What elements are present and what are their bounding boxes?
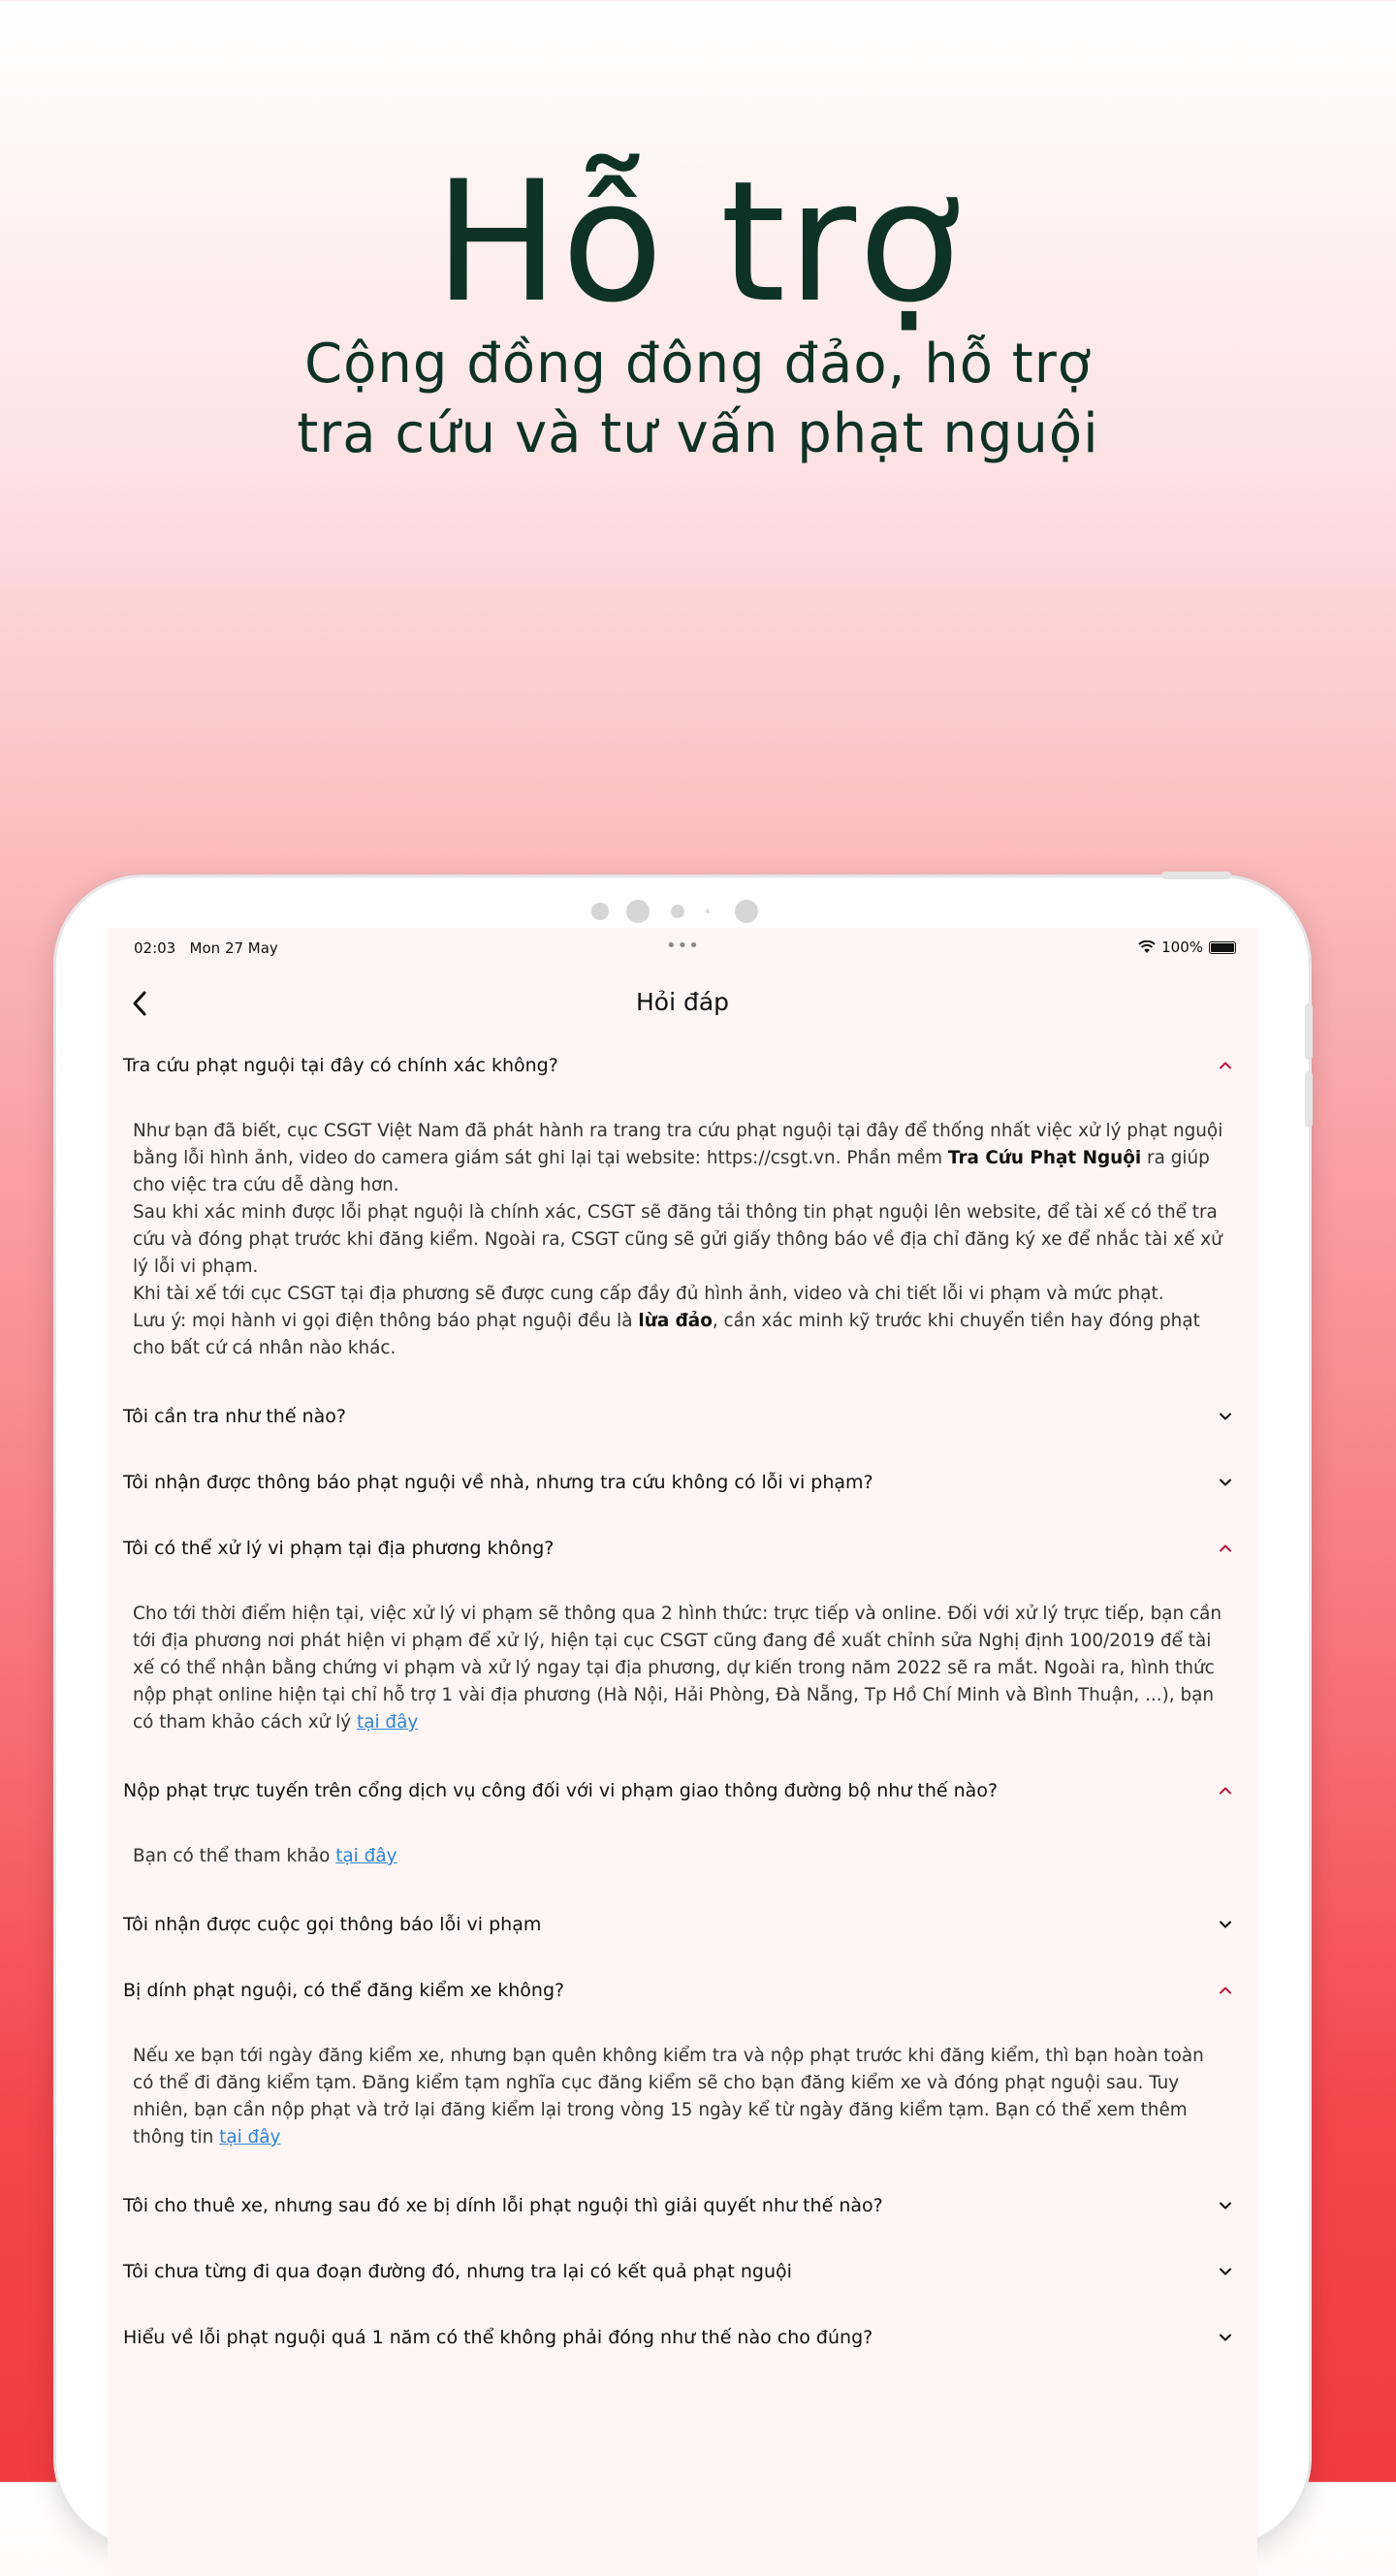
faq-question-text: Tra cứu phạt nguội tại đây có chính xác không? xyxy=(123,1055,558,1076)
faq-question-text: Nộp phạt trực tuyến trên cổng dịch vụ công đối với vi phạm giao thông đường bộ như thế nào? xyxy=(123,1780,999,1801)
answer-paragraph: Sau khi xác minh được lỗi phạt nguội là chính xác, CSGT sẽ đăng tải thông tin phạt nguội lên website, để tài xế có thể tra cứu và đóng phạt trước khi đăng kiểm. Ngoài ra, CSGT cũng sẽ gửi giấy thông báo về địa chỉ đăng ký xe để nhắc tài xế xử lý lỗi vi phạm. xyxy=(133,1202,1222,1277)
faq-question[interactable] xyxy=(108,1892,1257,1957)
faq-question[interactable] xyxy=(108,1033,1257,1098)
faq-question-text: Tôi cần tra như thế nào? xyxy=(123,1406,346,1427)
faq-question[interactable] xyxy=(108,1515,1257,1581)
faq-question-text: Tôi nhận được thông báo phạt nguội về nhà, nhưng tra cứu không có lỗi vi phạm? xyxy=(123,1472,873,1493)
sensor xyxy=(735,900,758,923)
faq-list xyxy=(108,1033,1257,2370)
faq-question-text: Hiểu về lỗi phạt nguội quá 1 năm có thể không phải đóng như thế nào cho đúng? xyxy=(123,2327,873,2348)
faq-answer xyxy=(108,1824,1257,1892)
answer-text: Lưu ý: mọi hành vi gọi điện thông báo phạt nguội đều là xyxy=(133,1311,639,1331)
chevron-down-icon xyxy=(1217,1474,1234,1491)
camera-bar xyxy=(56,895,1309,924)
subheadline xyxy=(0,330,1396,469)
answer-paragraph xyxy=(133,1118,1228,1199)
chevron-up-icon xyxy=(1217,1982,1234,1999)
faq-question[interactable] xyxy=(108,1383,1257,1449)
battery-icon xyxy=(1209,941,1236,954)
faq-question[interactable] xyxy=(108,2239,1257,2305)
chevron-down-icon xyxy=(1217,2197,1234,2214)
status-date: Mon 27 May xyxy=(189,939,278,957)
answer-text: Cho tới thời điểm hiện tại, việc xử lý vi phạm sẽ thông qua 2 hình thức: trực tiếp và online. Đối với xử lý trực tiếp, bạn cần tới địa phương nơi phát hiện vi phạm để xử lý, hiện tại cục CSGT cũng đang đề xuất chỉnh sửa Nghị định 100/2019 để tài xế có thể nhận bằng chứng vi phạm và xử lý ngay tại địa phương, dự kiến trong năm 2022 sẽ ra mắt. Ngoài ra, hình thức nộp phạt online hiện tại chỉ hỗ trợ 1 vài địa phương (Hà Nội, Hải Phòng, Đà Nẵng, Tp Hồ Chí Minh và Bình Thuận, ...), bạn có tham khảo cách xử lý xyxy=(133,1604,1222,1733)
answer-text: ra giúp cho việc tra cứu dễ dàng hơn. xyxy=(133,1148,1210,1195)
answer-link[interactable]: tại đây xyxy=(219,2127,281,2147)
faq-question-text: Tôi nhận được cuộc gọi thông báo lỗi vi phạm xyxy=(123,1914,542,1935)
tablet-frame xyxy=(56,877,1309,2545)
multitask-dots[interactable]: ••• xyxy=(666,936,700,956)
faq-question-text: Tôi có thể xử lý vi phạm tại địa phương không? xyxy=(123,1538,555,1559)
top-button xyxy=(1161,872,1231,879)
status-right xyxy=(1138,938,1236,956)
faq-question[interactable] xyxy=(108,1957,1257,2023)
answer-link[interactable]: tại đây xyxy=(335,1846,397,1866)
faq-question[interactable] xyxy=(108,2305,1257,2370)
answer-text: , cần xác minh kỹ trước khi chuyển tiền hay đóng phạt cho bất cứ cá nhân nào khác. xyxy=(133,1311,1200,1358)
wifi-icon xyxy=(1138,940,1156,954)
chevron-up-icon xyxy=(1217,1057,1234,1074)
answer-text: Bạn có thể tham khảo xyxy=(133,1846,336,1866)
chevron-down-icon xyxy=(1217,1408,1234,1425)
app-screen xyxy=(108,928,1257,2576)
chevron-up-icon xyxy=(1217,1782,1234,1799)
faq-answer xyxy=(108,1581,1257,1758)
camera-lens xyxy=(671,905,684,918)
faq-answer xyxy=(108,1098,1257,1383)
faq-question[interactable] xyxy=(108,1758,1257,1824)
faq-question-text: Bị dính phạt nguội, có thể đăng kiểm xe không? xyxy=(123,1980,565,2001)
headline: Hỗ trợ xyxy=(433,144,963,339)
answer-text: Như bạn đã biết, cục CSGT Việt Nam đã phát hành ra trang tra cứu phạt nguội tại đây để thống nhất việc xử lý phạt nguội bằng lỗi hình ảnh, video do camera giám sát ghi lại tại website: https://csgt.vn. Phần mềm xyxy=(133,1121,1223,1168)
sensor xyxy=(706,909,710,913)
status-time-value: 02:03 xyxy=(134,939,176,957)
answer-paragraph xyxy=(133,1308,1228,1362)
answer-link[interactable]: tại đây xyxy=(357,1712,419,1733)
answer-bold-text: Tra Cứu Phạt Nguội xyxy=(947,1148,1142,1168)
sensor xyxy=(626,900,650,923)
battery-percent: 100% xyxy=(1161,938,1203,956)
volume-button xyxy=(1305,1071,1313,1128)
chevron-down-icon xyxy=(1217,1916,1234,1933)
nav-bar xyxy=(108,974,1257,1033)
faq-question[interactable] xyxy=(108,2173,1257,2239)
answer-paragraph: Khi tài xế tới cục CSGT tại địa phương sẽ được cung cấp đầy đủ hình ảnh, video và chi tiết lỗi vi phạm và mức phạt. xyxy=(133,1284,1164,1304)
chevron-down-icon xyxy=(1217,2263,1234,2280)
page-title: Hỏi đáp xyxy=(635,988,730,1016)
subheadline-line-1: Cộng đồng đông đảo, hỗ trợ xyxy=(303,333,1093,396)
faq-question-text: Tôi chưa từng đi qua đoạn đường đó, nhưng tra lại có kết quả phạt nguội xyxy=(123,2261,792,2282)
chevron-up-icon xyxy=(1217,1540,1234,1557)
faq-question-text: Tôi cho thuê xe, nhưng sau đó xe bị dính lỗi phạt nguội thì giải quyết như thế nào? xyxy=(123,2195,883,2216)
answer-text: Nếu xe bạn tới ngày đăng kiểm xe, nhưng bạn quên không kiểm tra và nộp phạt trước khi đăng kiểm, thì bạn hoàn toàn có thể đi đăng kiểm tạm. Đăng kiểm tạm nghĩa cục đăng kiểm sẽ cho bạn đăng kiểm xe và đóng phạt nguội sau. Tuy nhiên, bạn cần nộp phạt và trở lại đăng kiểm lại trong vòng 15 ngày kể từ ngày đăng kiểm tạm. Bạn có thể xem thêm thông tin xyxy=(133,2046,1204,2147)
chevron-down-icon xyxy=(1217,2329,1234,2346)
faq-question[interactable] xyxy=(108,1449,1257,1515)
status-bar xyxy=(108,928,1257,963)
sensor xyxy=(591,903,609,920)
faq-answer xyxy=(108,2023,1257,2173)
subheadline-line-2: tra cứu và tư vấn phạt nguội xyxy=(297,402,1099,465)
volume-button xyxy=(1305,1003,1313,1060)
answer-bold-text: lừa đảo xyxy=(638,1311,713,1331)
status-time xyxy=(134,939,278,957)
